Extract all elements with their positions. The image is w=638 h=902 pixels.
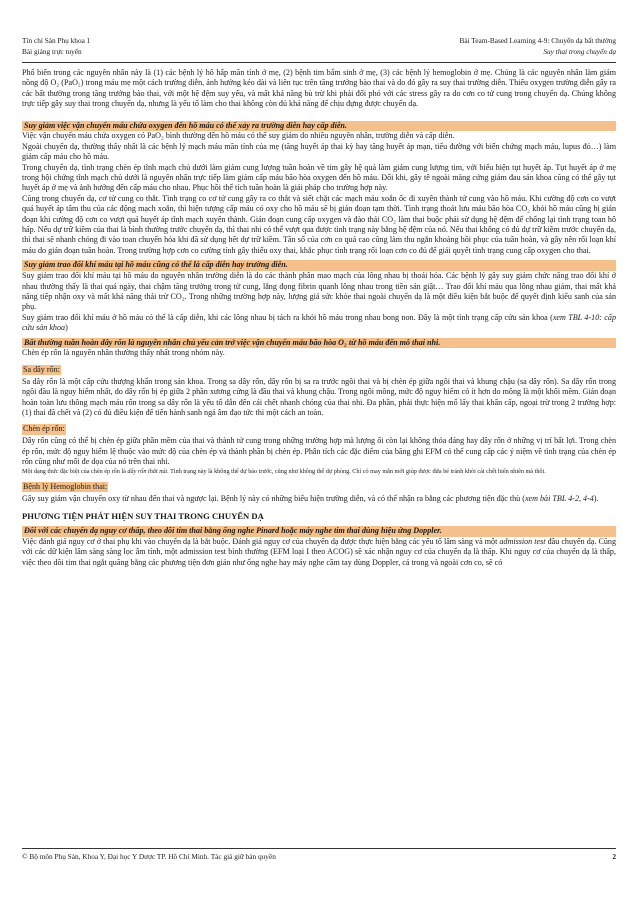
paragraph: Trong chuyển dạ, tình trạng chèn ép tĩnh mạch chủ dưới làm giảm cung lượng tuần hoàn về tim gây hệ quả làm giảm cung lượng tim, với biểu hiện tụt huyết áp. Tụt huyết áp ở mẹ trong hội chứng tĩnh mạch chủ dưới là nguyên nhân trực tiếp làm giảm cấp máu bão hòa oxygen đến hồ máu. Đối khi, gây tê ngoài màng cứng giảm đau sản khoa cũng có thể gây tụt huyết áp ở mẹ và ảnh hưởng đến cấp máu cho nhau. Phục hồi thể tích tuần hoàn là giải pháp cho trường hợp này.: [22, 162, 616, 193]
paragraph: Suy giảm trao đổi khí máu tại hồ máu do nguyên nhân trường diễn là do các thành phần mao mạch của lông nhau bị thoái hóa. Các bệnh lý gây suy giảm chức năng trao đổi khí ở nhau thường thấy là thai quá ngày, thai chậm tăng trưởng trong tử cung, lắng đọng fibrin quanh lông nhau trong tiền sản giật… Trao đổi khí máu qua lông nhau giảm, thai mất khả năng tiếp nhận oxy và mất khả năng thải trừ CO₂. Trong những trường hợp này, lượng giá sức khỏe thai ngoài chuyển dạ là một điều kiện bắt buộc để quyết định kiểu sanh của sản phụ.: [22, 271, 616, 312]
lesson-subtitle: Suy thai trong chuyển dạ: [543, 46, 616, 56]
subheading-fetal-hemoglobin: Bệnh lý Hemoglobin thai:: [23, 481, 108, 491]
paragraph: Việc vận chuyển máu chứa oxygen có PaO₂ bình thường đến hồ máu có thể suy giảm do nhiều nguyên nhân, trường diễn và cấp diễn.: [22, 131, 455, 141]
paragraph: Việc đánh giá nguy cơ ở thai phụ khi vào chuyển dạ là bắt buộc. Đánh giá nguy cơ của chuyển dạ được thực hiện bằng các yếu tố lâm sàng và một admission test đầu chuyển dạ. Cũng với các dữ kiện lâm sàng sàng lọc âm tính, một admission test bình thường (EFM loại I theo ACOG) sẽ xác nhận nguy cơ của chuyển dạ là thấp. Khi nguy cơ của chuyển dạ là thấp, việc theo dõi tim thai ngắt quãng bằng các phương tiện đơn giản như ống nghe hay máy nghe cầm tay dùng Doppler, cả trong và ngoài cơn co, sẽ có: [22, 536, 617, 567]
section-title-detection-methods: PHƯƠNG TIỆN PHÁT HIỆN SUY THAI TRONG CHUYỂN DẠ: [22, 511, 264, 522]
section-heading-oxygen-transport: Suy giảm việc vận chuyển máu chứa oxygen đến hồ máu có thể xảy ra trường diễn hay cấp diễn.: [22, 121, 616, 132]
paragraph: Chèn ép rốn là nguyên nhân thường thấy nhất trong nhóm này.: [22, 348, 225, 358]
lecture-type: Bài giảng trực tuyến: [22, 46, 82, 56]
section-heading-low-risk-monitoring: Đối với các chuyển dạ nguy cơ thấp, theo dõi tim thai bằng ống nghe Pinard hoặc máy nghe tim thai dùng hiệu ứng Doppler.: [22, 526, 616, 537]
section-heading-umbilical-circulation: Bất thường tuần hoàn dây rốn là nguyên nhân chủ yếu cản trở việc vận chuyển máu bão hòa O₂ từ hồ máu đến mô thai nhi.: [22, 338, 616, 349]
note-paragraph: Một dạng thức đặc biệt của chèn ép rốn là dây rốn thắt nút. Tình trạng này là không thể dự báo trước, cũng như không thể dự phòng. Chỉ có may mắn mới giúp được đứa bé tránh khỏi cái chết hiển nhiên mà thôi.: [22, 467, 546, 475]
subheading-cord-prolapse: Sa dây rốn:: [23, 364, 60, 374]
paragraph: Sa dây rốn là một cấp cứu thượng khẩn trong sản khoa. Trong sa dây rốn, dây rốn bị sa ra trước ngôi thai và bị chèn ép giữa ngôi thai và khung chậu (sa dây rốn). Sa dây rốn trong ngôi đầu là nguy hiểm nhất, do dây rốn bị ép giữa 2 phần xương cứng là đầu thai và khung chậu. Trong ngôi mông, mức độ nguy hiểm có ít hơn do mông là một khối mềm. Gián đoạn hoàn toàn lưu thông mạch máu rốn trong sa dây rốn là yếu tố dẫn đến cái chết nhanh chóng của thai nhi. Đa phần, phải thực hiện mổ lấy thai khẩn cấp, ngoại trừ trong 2 trường hợp: (1) thai đã chết và (2) có đủ điều kiện để tiến hành sanh ngả âm đạo tức thì một cách an toàn.: [22, 376, 616, 417]
paragraph: Suy giảm trao đổi khí máu ở hồ máu có thể là cấp diễn, khi các lông nhau bị tách ra khỏi hồ máu trong nhau bong non. Đây là một tình trạng cấp cứu sản khoa (xem TBL 4-10: cấp cứu sản khoa): [22, 312, 616, 333]
header-right: [459, 36, 616, 57]
course-title: Tín chỉ Sản Phụ khoa 1: [22, 36, 91, 45]
intro-paragraph: Phổ biến trong các nguyên nhân này là (1) các bệnh lý hô hấp mãn tính ở mẹ, (2) bệnh tim bẩm sinh ở mẹ, (3) các bệnh lý hemoglobin ở mẹ. Chúng là các nguyên nhân làm giảm nồng độ O₂ (PaO₂) trong máu mẹ một cách trường diễn, ảnh hưởng kéo dài và liên tục trên tăng trưởng bào thai và do đó gây ra suy thai trường diễn. Thiếu oxygen trường diễn gây ra các bất thường trong tăng trưởng bào thai, với một hệ đệm suy yếu, và mất khả năng bù trừ khi phải đối phó với các stress gây ra do cơn co tử cung trong chuyển dạ. Chúng không trực tiếp gây suy thai trong chuyển dạ, nhưng là yếu tố làm cho thai không còn đủ khả năng để chịu đựng được chuyển dạ.: [22, 68, 616, 109]
section-heading-gas-exchange: Suy giảm trao đổi khí máu tại hồ máu cũng có thể là cấp diễn hay trường diễn.: [22, 260, 616, 271]
paragraph: Gây suy giảm vận chuyển oxy từ nhau đến thai và ngược lại. Bệnh lý này có những biểu hiện trường diễn, và có thể nhận ra bằng các phương tiện đặc thù (xem bài TBL 4-2, 4-4).: [22, 493, 599, 503]
copyright-text: © Bộ môn Phụ Sản, Khoa Y, Đại học Y Dược TP. Hồ Chí Minh. Tác giả giữ bản quyền: [22, 852, 276, 861]
lesson-title: Bài Team-Based Learning 4-9: Chuyển dạ bất thường: [459, 36, 616, 45]
page-footer: [22, 848, 616, 865]
cross-reference: xem TBL 4-10: cấp cứu sản khoa: [22, 312, 616, 333]
page-number: 2: [612, 852, 616, 861]
main-content: [22, 68, 616, 568]
subheading-cord-compression: Chèn ép rốn:: [23, 424, 65, 434]
header-left: [22, 36, 90, 57]
paragraph: Ngoài chuyển dạ, thường thấy nhất là các bệnh lý mạch máu mãn tính của mẹ (tăng huyết áp thai kỳ hay tăng huyết áp mạn, tiểu đường với biến chứng mạch máu, lupus đỏ…) làm giảm cấp máu cho hồ máu.: [22, 141, 616, 162]
paragraph: Dây rốn cũng có thể bị chèn ép giữa phần mềm của thai và thành tử cung trong những trường hợp mà lượng ối còn lại không thỏa đáng hay dây rốn ở những vị trí bất lợi. Trong chèn ép rốn, mức độ nguy hiểm lệ thuộc vào mức độ của chèn ép và thành phần bị chèn ép. Phân tích các đặc điểm của băng ghi EFM có thể cung cấp các ý niệm về tình trạng của chèn ép rốn cũng như mối đe dọa của nó trên thai nhi.: [22, 436, 616, 467]
cross-reference: xem bài TBL 4-2, 4-4: [524, 493, 594, 503]
page-header: [22, 36, 616, 63]
paragraph: Cũng trong chuyển dạ, cơ tử cung co thắt. Tình trạng co cơ tử cung gây ra co thắt và siết chặt các mạch máu xoắn ốc đi xuyên thành tử cung vào hồ máu. Khi cường độ cơn co vượt quá huyết áp tâm thu của các động mạch xoắn, thì hiện tượng cấp máu có oxy cho hồ máu sẽ bị gián đoạn tạm thời. Tình trạng thoát lưu máu bão hòa CO₂ khỏi hồ máu cũng bị gián đoạn khi cường độ cơn co vượt quá huyết áp tĩnh mạch xuyên thành. Gián đoạn cung cấp oxygen và đào thải CO₂ làm thai buộc phải sử dụng hệ đệm để chống lại tình trạng toan hô hấp. Nếu dự trữ kiềm của thai là bình thường trước chuyển dạ, thì thai nhi có thể vượt qua được tình trạng này bằng hệ đệm của nó. Nếu thai không có đủ dự trữ kiềm trước chuyển dạ, thì thai sẽ nhanh chóng đi vào toan chuyển hóa khi đã sử dụng hết dự trữ kiềm. Tần số của cơn co quá cao cũng làm thu ngắn khoảng hồi phục của tuần hoàn, và gây nên rối loạn khí máu do gián đoạn tuần hoàn. Trong trường hợp cơn co cường tính gây thiếu oxy thai, khắc phục tình trạng rối loạn cơn co đủ để giải quyết tình trạng cung cấp oxygen cho thai.: [22, 193, 616, 255]
